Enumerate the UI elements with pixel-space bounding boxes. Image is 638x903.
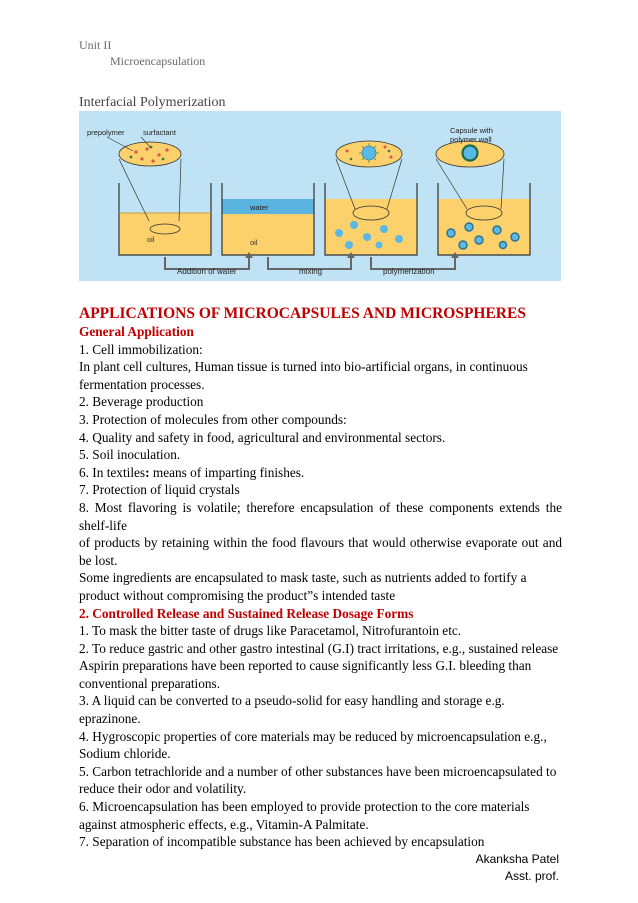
general-item: of products by retaining within the food flavours that would otherwise evaporate out and be lost. xyxy=(79,535,562,568)
general-item: 3. Protection of molecules from other compounds: xyxy=(79,411,347,427)
controlled-release-heading: 2. Controlled Release and Sustained Release Dosage Forms xyxy=(79,605,414,621)
mixing-label: mixing xyxy=(299,267,323,276)
general-item: 7. Protection of liquid crystals xyxy=(79,482,240,498)
controlled-item: 5. Carbon tetrachloride and a number of other substances have been microencapsulated to reduce their odor and volatility. xyxy=(79,763,557,797)
general-item: 2. Beverage production xyxy=(79,394,204,410)
water-label: water xyxy=(250,203,269,212)
capsule-label-1: Capsule with xyxy=(450,126,493,135)
general-item: In plant cell cultures, Human tissue is turned into bio-artificial organs, in continuous fermentation processes. xyxy=(79,359,528,392)
textiles-rest: means of imparting finishes. xyxy=(149,464,305,480)
general-item xyxy=(79,464,562,482)
general-application-heading: General Application xyxy=(79,324,194,339)
controlled-item: 1. To mask the bitter taste of drugs like Paracetamol, Nitrofurantoin etc. xyxy=(79,623,462,639)
polymerization-label: polymerization xyxy=(383,267,435,276)
controlled-item: 3. A liquid can be converted to a pseudo-solid for easy handling and storage e.g. eprazinone. xyxy=(79,693,505,727)
header-topic: Microencapsulation xyxy=(110,54,206,68)
oil-label-1: oil xyxy=(147,235,155,244)
section-subtitle: Interfacial Polymerization xyxy=(79,95,226,110)
general-item: 8. Most flavoring is volatile; therefore encapsulation of these components extends the shelf-life xyxy=(79,499,562,533)
controlled-item: 4. Hygroscopic properties of core materials may be reduced by microencapsulation e.g., Sodium chloride. xyxy=(79,728,547,762)
controlled-item: 6. Microencapsulation has been employed to provide protection to the core materials against atmospheric effects, e.g., Vitamin-A Palmitate. xyxy=(79,799,530,832)
general-item: Some ingredients are encapsulated to mask taste, such as nutrients added to fortify a product without compromising the product”s intended taste xyxy=(79,570,527,603)
general-item: 5. Soil inoculation. xyxy=(79,447,181,463)
author-name: Akanksha Patel xyxy=(475,852,559,866)
controlled-item: 7. Separation of incompatible substance has been achieved by encapsulation xyxy=(79,834,485,850)
body-text xyxy=(79,304,562,851)
textiles-text: 6. In textiles xyxy=(79,464,146,480)
author-role: Asst. prof. xyxy=(504,869,559,883)
capsule-label-2: polymer wall xyxy=(450,135,492,144)
prepolymer-label: prepolymer xyxy=(87,128,125,137)
general-item: 4. Quality and safety in food, agricultural and environmental sectors. xyxy=(79,429,446,445)
oil-label-2: oil xyxy=(250,238,258,247)
surfactant-label: surfactant xyxy=(143,128,176,137)
footer-author xyxy=(476,851,559,885)
main-heading: APPLICATIONS OF MICROCAPSULES AND MICROSPHERES xyxy=(79,305,526,322)
interfacial-polymerization-figure xyxy=(79,111,561,281)
addition-of-water-label: Addition of water xyxy=(177,267,237,276)
header-unit: Unit II xyxy=(79,38,112,52)
textiles-colon: : xyxy=(145,464,150,480)
general-item: 1. Cell immobilization: xyxy=(79,341,203,357)
controlled-item: 2. To reduce gastric and other gastro intestinal (G.I) tract irritations, e.g., sustained release Aspirin preparations have been reported to cause significantly less G.I. bleeding than conventional preparations. xyxy=(79,640,559,691)
